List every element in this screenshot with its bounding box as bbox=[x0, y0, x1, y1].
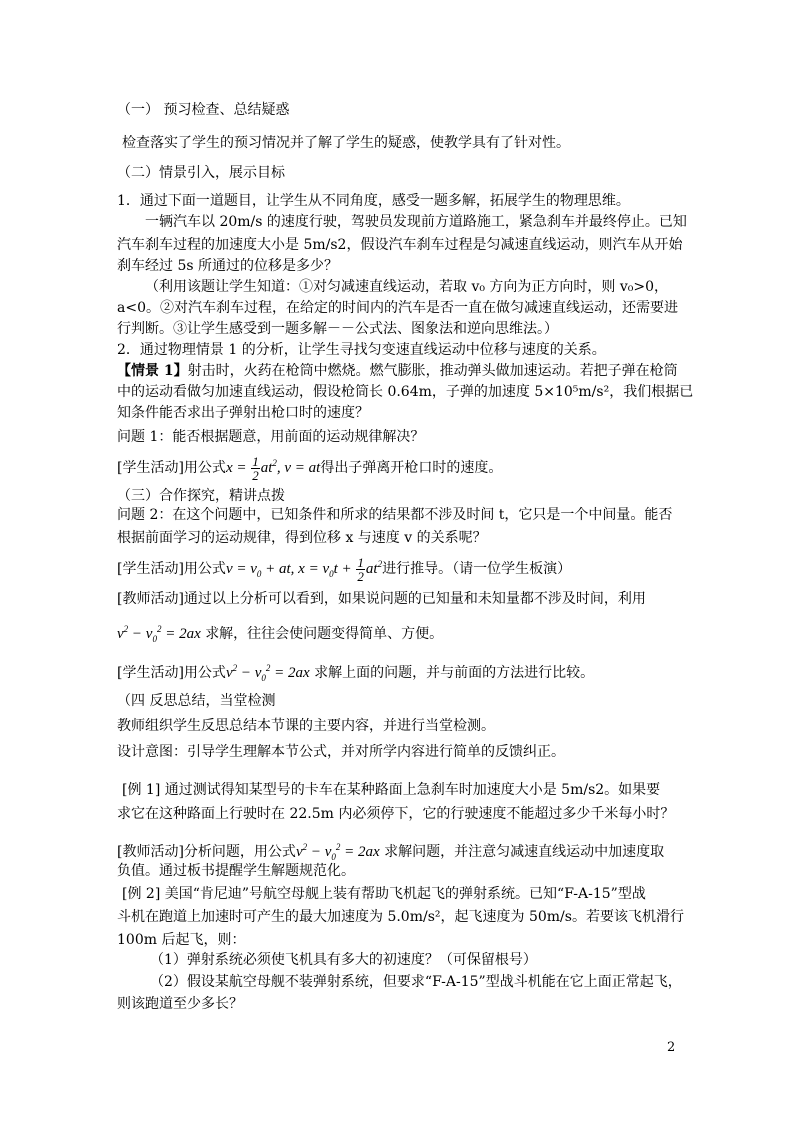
formula-lead: [学生活动]用公式 bbox=[117, 460, 226, 476]
paragraph: 100m 后起飞，则： bbox=[117, 932, 246, 948]
paragraph bbox=[117, 362, 677, 380]
paragraph: 中的运动看做匀加速直线运动，假设枪筒长 0.64m，子弹的加速度 5×10⁵m/s²，我们根据已 bbox=[117, 384, 694, 400]
page-number: 2 bbox=[667, 1040, 676, 1055]
paragraph: 刹车经过 5s 所通过的位移是多少？ bbox=[117, 258, 338, 274]
sub-question-2: （2）假设某航空母舰不装弹射系统，但要求“F-A-15”型战斗机能在它上面正常起飞， bbox=[150, 974, 682, 990]
paragraph: 行判断。③让学生感受到一题多解－－公式法、图象法和逆向思维法。） bbox=[117, 321, 558, 337]
paragraph: a<0。②对汽车刹车过程，在给定的时间内的汽车是否一直在做匀减速直线运动，还需要进 bbox=[117, 300, 678, 316]
section-heading-3: （三）合作探究，精讲点拨 bbox=[117, 488, 285, 504]
section-heading-4: （四 反思总结，当堂检测 bbox=[117, 693, 276, 709]
formula-tail: 求解，往往会使问题变得简单、方便。 bbox=[205, 626, 444, 642]
paragraph: 检查落实了学生的预习情况并了解了学生的疑惑，使教学具有了针对性。 bbox=[122, 135, 570, 151]
paragraph: 1．通过下面一道题目，让学生从不同角度，感受一题多解，拓展学生的物理思维。 bbox=[117, 193, 630, 209]
paragraph: 设计意图：引导学生理解本节公式，并对所学内容进行简单的反馈纠正。 bbox=[117, 744, 565, 760]
formula-lead: [学生活动]用公式 bbox=[117, 665, 226, 681]
formula-tail: 得出子弹离开枪口时的速度。 bbox=[320, 460, 503, 476]
paragraph: 问题 1：能否根据题意，用前面的运动规律解决？ bbox=[117, 429, 425, 445]
paragraph: 汽车刹车过程的加速度大小是 5m/s2，假设汽车刹车过程是匀减速直线运动，则汽车从开始 bbox=[117, 237, 683, 253]
paragraph: 2．通过物理情景 1 的分析，让学生寻找匀变速直线运动中位移与速度的关系。 bbox=[117, 342, 606, 358]
paragraph: 一辆汽车以 20m/s 的速度行驶，驾驶员发现前方道路施工，紧急刹车并最终停止。已知 bbox=[145, 214, 687, 230]
formula: $v^2 - v_0^2 = 2ax$ bbox=[117, 624, 201, 644]
example-2: [例 2] 美国“肯尼迪”号航空母舰上装有帮助飞机起飞的弹射系统。已知“F-A-15”型战 bbox=[122, 886, 646, 902]
scenario-text: 射击时，火药在枪筒中燃烧。燃气膨胀，推动弹头做加速运动。若把子弹在枪筒 bbox=[187, 363, 678, 379]
paragraph: 教师组织学生反思总结本节课的主要内容，并进行当堂检测。 bbox=[117, 718, 495, 734]
formula-tail: 求解上面的问题，并与前面的方法进行比较。 bbox=[314, 665, 595, 681]
example-1: [例 1] 通过测试得知某型号的卡车在某种路面上急刹车时加速度大小是 5m/s2。如果要 bbox=[122, 782, 661, 798]
paragraph bbox=[117, 452, 677, 482]
formula: $v^2 - v_0^2 = 2ax$ bbox=[225, 663, 310, 683]
formula-tail: 进行推导。（请一位学生板演） bbox=[382, 561, 572, 577]
paragraph: 知条件能否求出子弹射出枪口时的速度？ bbox=[117, 405, 369, 421]
formula-tail: 求解问题，并注意匀减速直线运动中加速度取 bbox=[384, 844, 665, 860]
paragraph: （利用该题让学生知道：①对匀减速直线运动，若取 v₀ 方向为正方向时，则 v₀>0， bbox=[145, 279, 669, 295]
paragraph: 求它在这种路面上行驶时在 22.5m 内必须停下，它的行驶速度不能超过多少千米每小时？ bbox=[117, 806, 675, 822]
formula-lead: [学生活动]用公式 bbox=[117, 561, 226, 577]
section-heading-2: （二）情景引入，展示目标 bbox=[117, 165, 285, 181]
scenario-label: 【情景 1】 bbox=[117, 363, 188, 379]
formula: x = $\frac{1}{2}$ $at^2$, v = at bbox=[225, 454, 321, 484]
paragraph: 负值。通过板书提醒学生解题规范化。 bbox=[117, 863, 355, 879]
paragraph: 斗机在跑道上加速时可产生的最大加速度为 5.0m/s²，起飞速度为 50m/s。若要该飞机滑行 bbox=[117, 909, 684, 925]
formula: $v = v_0$ + at, $x = v_0t$ + $\frac{1}{2}$ $at^2$ bbox=[225, 555, 383, 585]
paragraph bbox=[117, 553, 677, 585]
paragraph bbox=[117, 620, 677, 648]
paragraph: 根据前面学习的运动规律，得到位移 x 与速度 v 的关系呢？ bbox=[117, 530, 487, 546]
paragraph: 则该跑道至少多长？ bbox=[117, 996, 243, 1012]
sub-question-1: （1）弹射系统必须使飞机具有多大的初速度？（可保留根号） bbox=[150, 952, 537, 968]
formula: $v^2 - v_0^2 = 2ax$ bbox=[295, 842, 380, 862]
section-heading-1: （一） 预习检查、总结疑惑 bbox=[117, 102, 290, 118]
formula-lead: [教师活动]分析问题，用公式 bbox=[117, 844, 296, 860]
paragraph bbox=[117, 659, 677, 687]
paragraph: 问题 2：在这个问题中，已知条件和所求的结果都不涉及时间 t，它只是一个中间量。能否 bbox=[117, 507, 673, 523]
paragraph: [教师活动]通过以上分析可以看到，如果说问题的已知量和未知量都不涉及时间，利用 bbox=[117, 591, 646, 607]
